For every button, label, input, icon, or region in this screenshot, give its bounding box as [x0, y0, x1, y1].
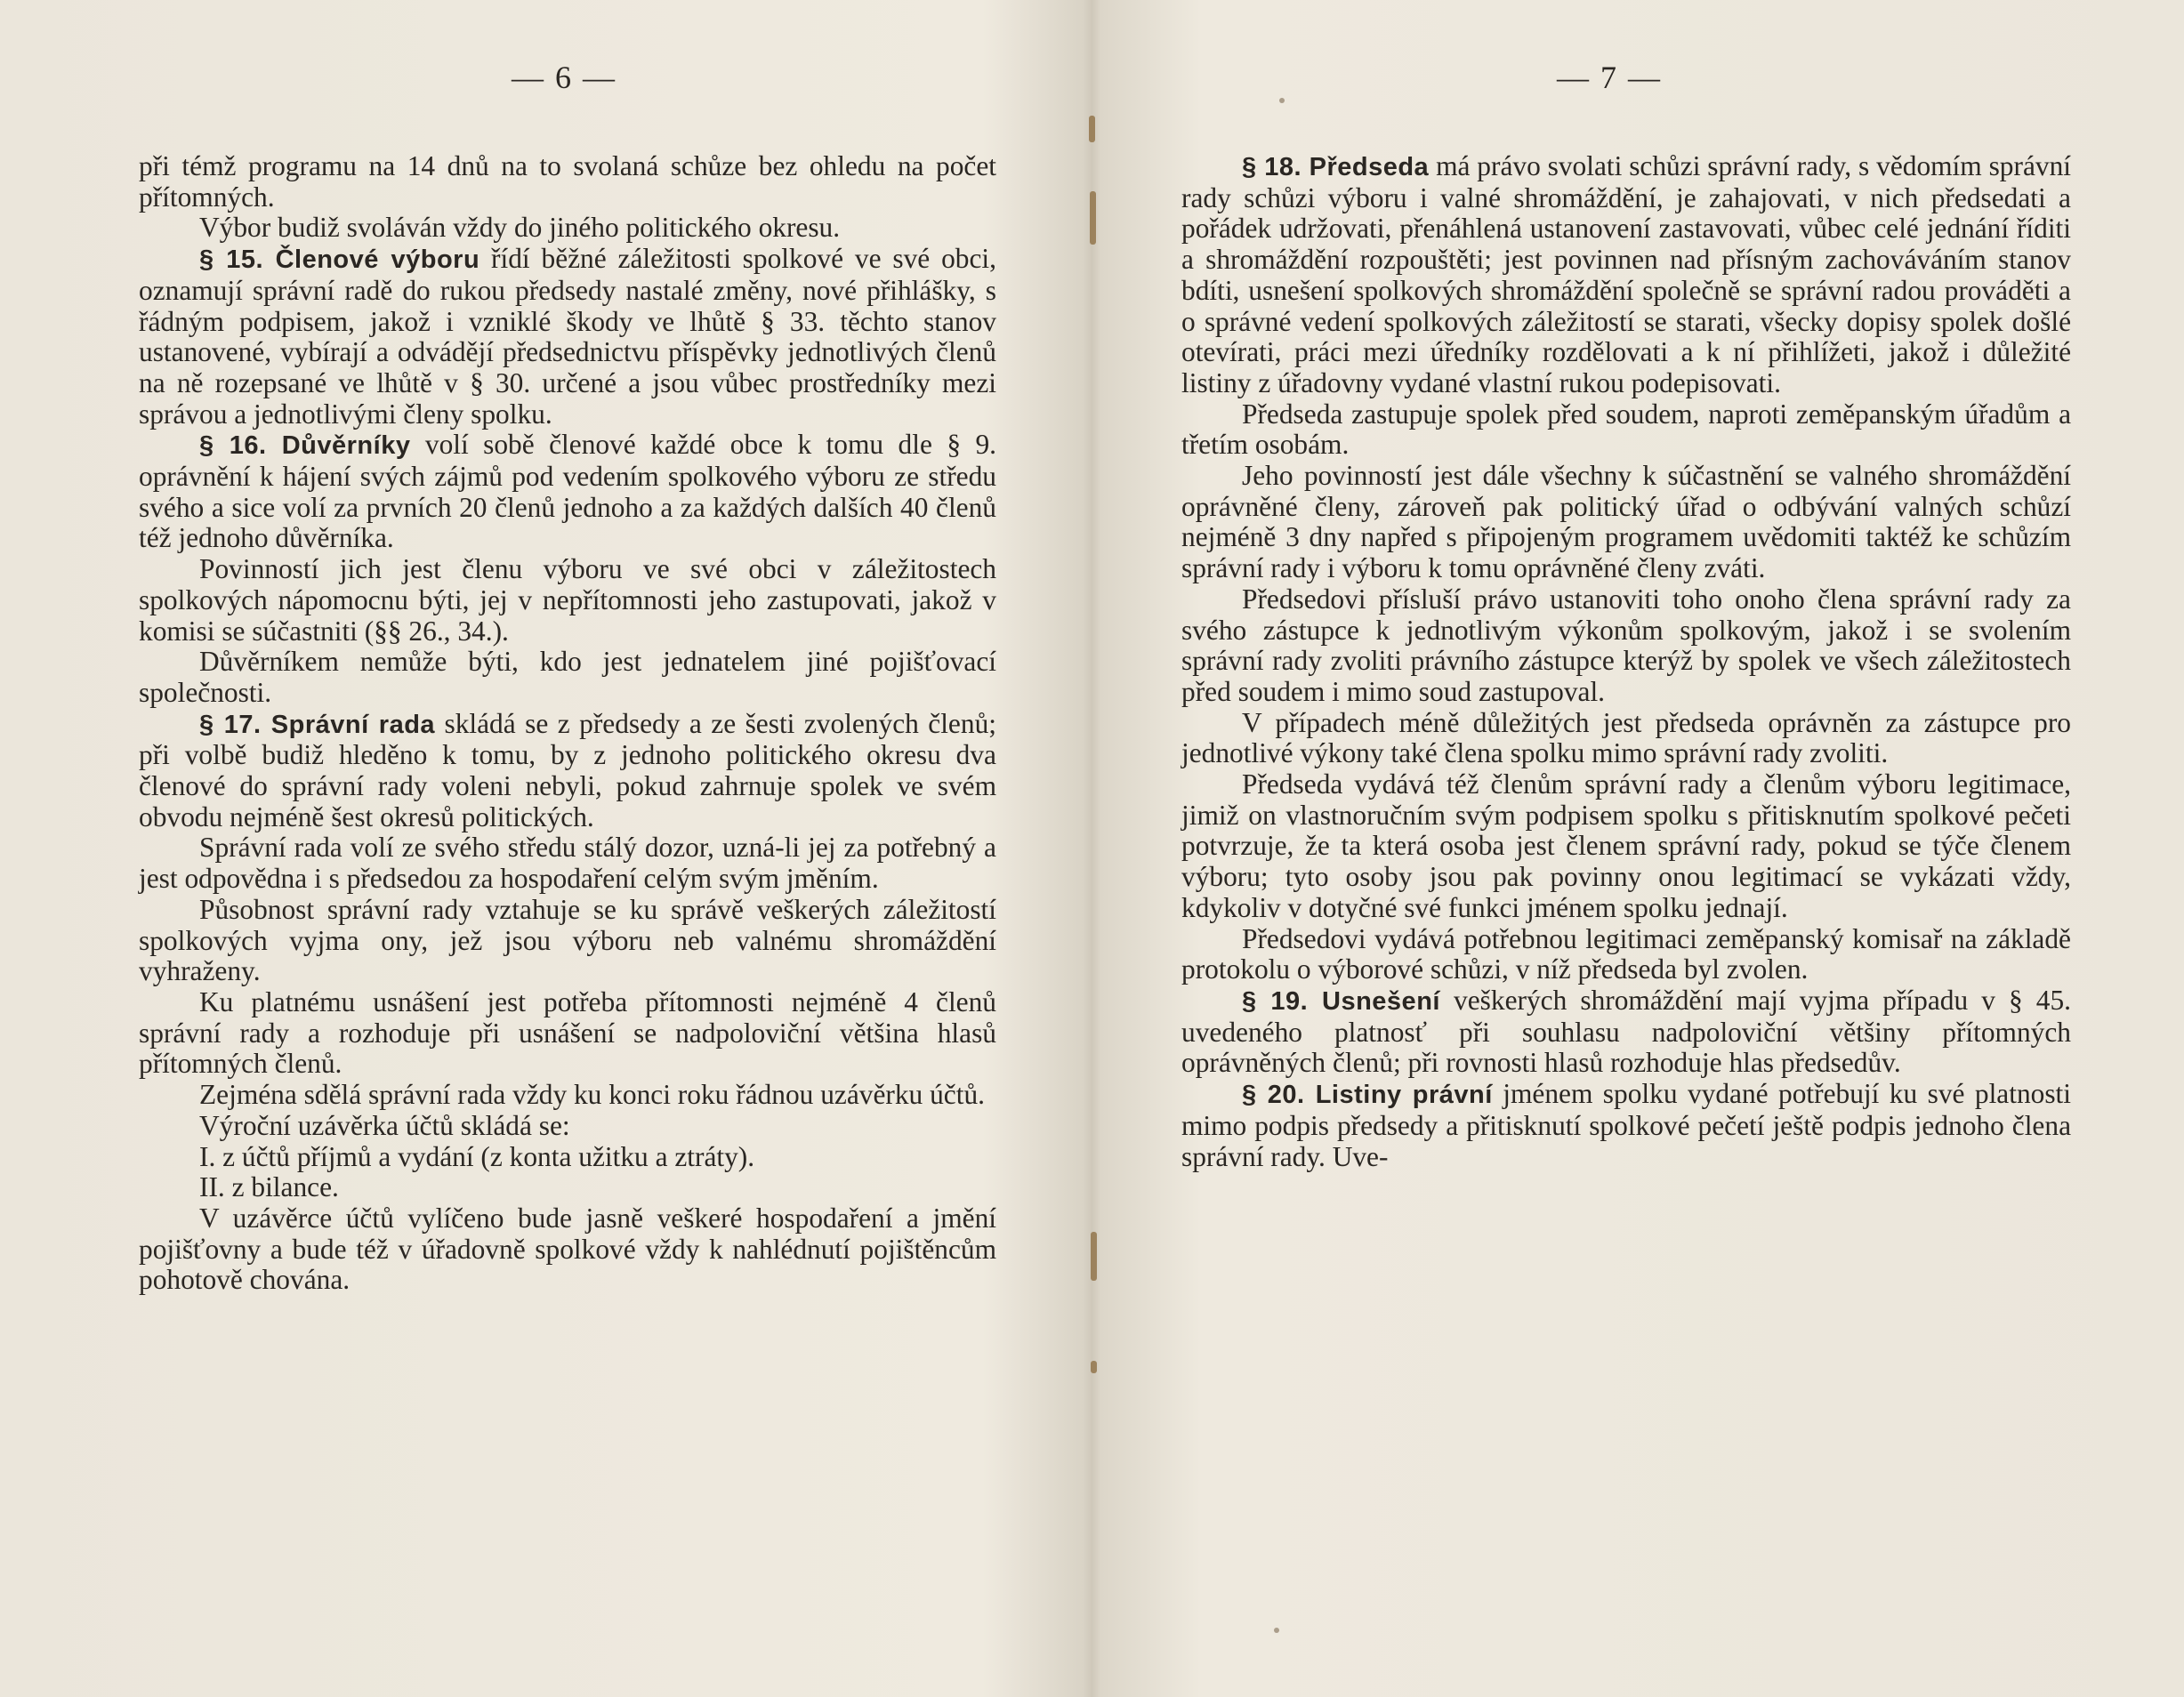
section-heading: § 16. Důvěrníky — [199, 431, 411, 461]
paragraph-text: Správní rada volí ze svého středu stálý dozor, uzná-li jej za potřebný a jest odpovědna i s předsedou za hospodaření celým svým jměním. — [139, 832, 996, 895]
section-heading: § 18. Předseda — [1242, 153, 1430, 181]
paragraph-text: Působnost správní rady vztahuje se ku správě veškerých záležitostí spolkových vyjma ony, jež jsou výboru neb valnému shromáždění vyhraženy. — [139, 893, 996, 987]
paragraph-text: řídí běžné záležitosti spolkové ve své obci, oznamují správní radě do rukou předsedy nastalé změny, nové přihlášky, s řádným podpisem, jakož i vzniklé škody ve lhůtě § 33. těchto stanov ustanovené, vybírají a odvádějí předsednictvu příspěvky jednotlivých členů na ně rozepsané ve lhůtě v § 30. určené a jsou vůbec prostředníky mezi správou a jednotlivými členy spolku. — [139, 243, 996, 430]
paragraph-text: skládá se z předsedy a ze šesti zvolených členů; při volbě budiž hleděno k tomu, by z jednoho politického okresu dva členové do správní rady voleni nebyli, pokud zahrnuje spolek ve svém obvodu nejméně šest okresů politických. — [139, 707, 996, 832]
paragraph — [139, 709, 996, 833]
paragraph — [1181, 924, 2071, 985]
paragraph-text: volí sobě členové každé obce k tomu dle § 9. oprávnění k hájení svých zájmů pod vedením spolkového výboru ze středu svého a sice volí za prvních 20 členů jednoho a za každých dalších 40 členů též jednoho důvěrníka. — [139, 429, 996, 554]
paragraph — [1181, 708, 2071, 769]
paragraph — [139, 1203, 996, 1296]
paragraph — [1181, 399, 2071, 461]
paragraph-text: Jeho povinností jest dále všechny k súčastnění se valného shromáždění oprávněné členy, zároveň pak politický úřad o odbývání valných schůzí nejméně 3 dny napřed s připojeným programem uvědomiti taktéž ke schůzím správní rady i výboru k tomu oprávněné členy zváti. — [1181, 460, 2071, 584]
paper-speck — [1279, 98, 1285, 103]
paragraph — [1181, 461, 2071, 584]
paragraph — [139, 832, 996, 894]
page-number: — 7 — — [1557, 60, 1662, 95]
paragraph — [1181, 151, 2071, 399]
paragraph — [139, 213, 996, 244]
section-heading: § 20. Listiny právní — [1242, 1081, 1493, 1110]
paragraph — [139, 895, 996, 987]
section-heading: § 19. Usnešení — [1242, 986, 1440, 1016]
paragraph — [1181, 584, 2071, 708]
paragraph — [139, 151, 996, 213]
binding-stain — [1090, 191, 1096, 245]
paragraph — [139, 987, 996, 1080]
paragraph-text: jménem spolku vydané potřebují ku své platnosti mimo podpis předsedy a přitisknutí spolkové pečetí ještě podpis jednoho člena správní rady. Uve- — [1181, 1078, 2071, 1172]
paragraph-text: Předsedovi přísluší právo ustanoviti toho onoho člena správní rady za svého zástupce k jednotlivým výkonům spolkovým, jakož i se svolením správní rady zvoliti právního zástupce kterýž by spolek ve všech záležitostech před soudem i mimo soud zastupoval. — [1181, 583, 2071, 707]
paragraph — [139, 1080, 996, 1111]
page-body — [139, 151, 996, 1296]
page-body — [1181, 151, 2071, 1172]
paragraph-text: Předseda zastupuje spolek před soudem, naproti zeměpanským úřadům a třetím osobám. — [1181, 398, 2071, 461]
paragraph-text: Výbor budiž svoláván vždy do jiného politického okresu. — [199, 212, 841, 244]
paragraph — [1181, 769, 2071, 924]
paragraph — [139, 1172, 996, 1203]
paragraph-text: Předseda vydává též členům správní rady a členům výboru legitimace, jimiž on vlastnoručním svým podpisem spolku s přitisknutím spolkové pečeti potvrzuje, že ta která osoba jest členem správní rady, pokud se týče členem výboru; tyto osoby jsou pak povinny onou legitimací se vykázati vždy, kdykoliv v dotyčné své funkci jménem spolku jednají. — [1181, 768, 2071, 923]
paragraph — [139, 244, 996, 430]
paragraph — [139, 1111, 996, 1142]
page-number: — 6 — — [512, 60, 617, 95]
right-page — [1092, 0, 2184, 1697]
paragraph-text: V uzávěrce účtů vylíčeno bude jasně veškeré hospodaření a jmění pojišťovny a bude též v úřadovně spolkové vždy k nahlédnutí pojištěncům pohotově chována. — [139, 1202, 996, 1296]
paragraph-text: při témž programu na 14 dnů na to svolaná schůze bez ohledu na počet přítomných. — [139, 150, 996, 213]
paragraph — [1181, 985, 2071, 1079]
paragraph-text: V případech méně důležitých jest předseda oprávněn za zástupce pro jednotlivé výkony také člena spolku mimo správní rady zvoliti. — [1181, 706, 2071, 769]
paragraph-text: I. z účtů příjmů a vydání (z konta užitku a ztráty). — [199, 1140, 755, 1172]
paragraph — [139, 1142, 996, 1173]
paragraph-text: Předsedovi vydává potřebnou legitimaci zeměpanský komisař na základě protokolu o výborové schůzi, v níž předseda byl zvolen. — [1181, 922, 2071, 985]
paragraph-text: II. z bilance. — [199, 1171, 339, 1203]
paper-speck — [1274, 1628, 1279, 1633]
paragraph — [139, 554, 996, 647]
paragraph-text: Výroční uzávěrka účtů skládá se: — [199, 1109, 570, 1141]
paragraph-text: Zejména sdělá správní rada vždy ku konci roku řádnou uzávěrku účtů. — [199, 1079, 985, 1111]
binding-stain — [1091, 1232, 1097, 1281]
paragraph-text: Povinností jich jest členu výboru ve své obci v záležitostech spolkových nápomocnu býti, jej v nepřítomnosti jeho zastupovati, jakož v komisi se súčastniti (§§ 26., 34.). — [139, 553, 996, 647]
paragraph-text: Ku platnému usnášení jest potřeba přítomnosti nejméně 4 členů správní rady a rozhoduje při usnášení se nadpoloviční většina hlasů přítomných členů. — [139, 985, 996, 1080]
paragraph-text: veškerých shromáždění mají vyjma případu v § 45. uvedeného platnosť při souhlasu nadpoloviční většiny přítomných oprávněných členů; při rovnosti hlasů rozhoduje hlas předsedův. — [1181, 984, 2072, 1079]
paragraph — [1181, 1079, 2071, 1172]
paragraph-text: má právo svolati schůzi správní rady, s vědomím správní rady schůzi výboru i valné shromáždění, je zahajovati, v nich předsedati a pořádek udržovati, přenáhlená ustanovení zastavovati, vůbec celé jednání říditi a shromáždění rozpouštěti; jest povinnen nad přísným zachováváním stanov bdíti, usnešení spolkových shromáždění společně se správní radou prováděti a o správné vedení spolkových záležitostí se starati, všecky dopisy spolek došlé otevírati, práci mezi úředníky rozdělovati a k ní přihlížeti, jakož i důležité listiny z úřadovny vydané vlastní rukou podepisovati. — [1181, 150, 2071, 398]
binding-stain — [1091, 1361, 1097, 1373]
paragraph — [139, 430, 996, 554]
binding-stain — [1089, 116, 1095, 142]
paragraph — [139, 647, 996, 708]
section-heading: § 15. Členové výboru — [199, 245, 480, 275]
section-heading: § 17. Správní rada — [199, 710, 436, 739]
paragraph-text: Důvěrníkem nemůže býti, kdo jest jednatelem jiné pojišťovací společnosti. — [139, 646, 996, 708]
